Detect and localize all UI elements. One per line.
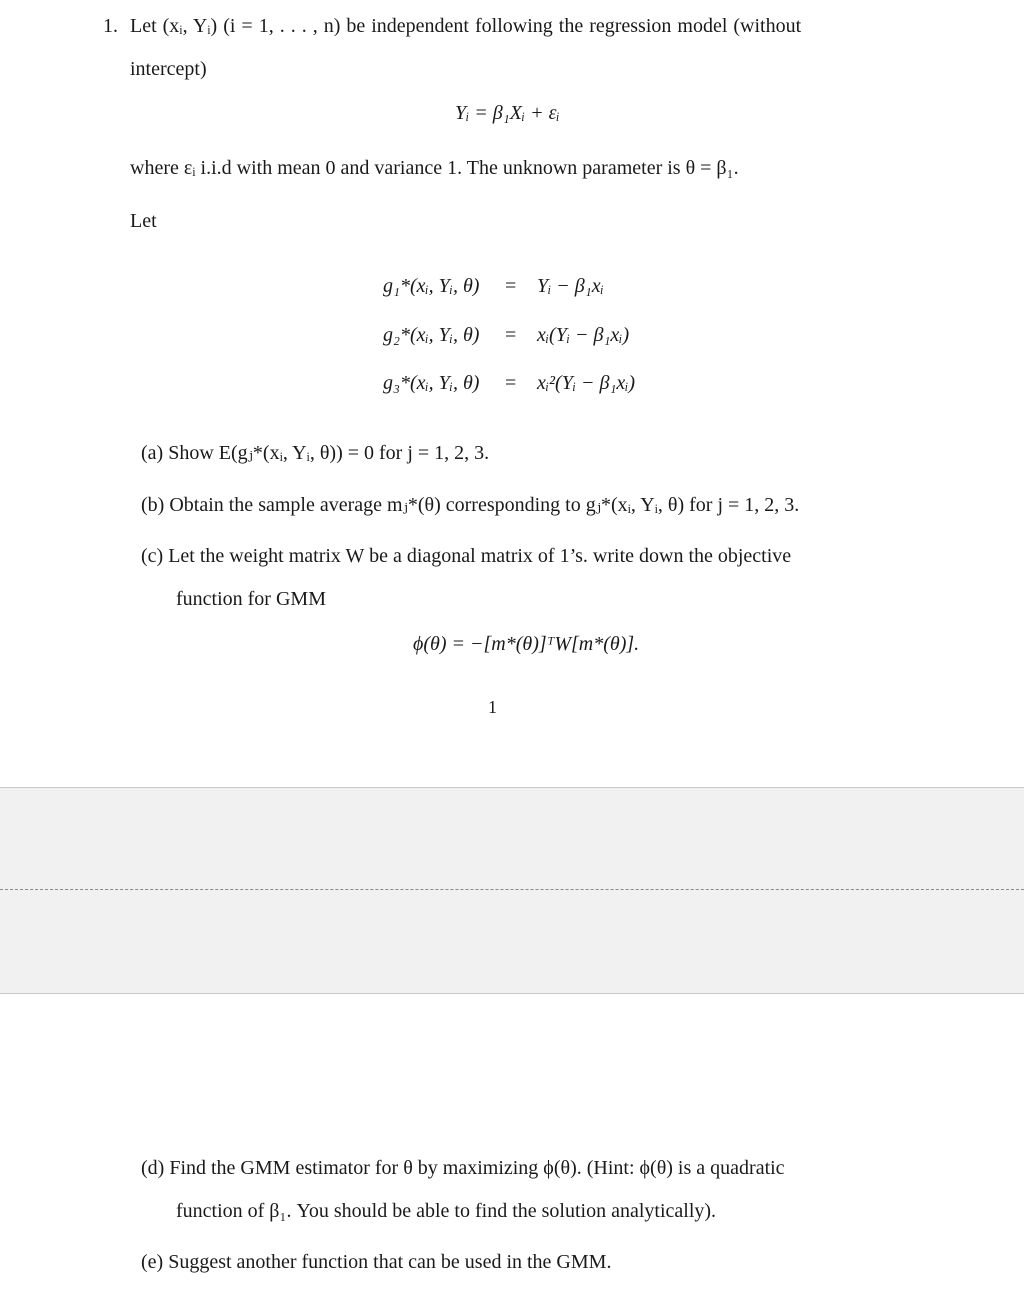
assumption-text: where εᵢ i.i.d with mean 0 and variance 1. The unknown parameter is θ = β₁. — [130, 157, 739, 179]
question-number: 1. — [103, 15, 118, 37]
moment-lhs-3: g₃*(xᵢ, Yᵢ, θ) — [383, 372, 480, 394]
moment-equals-3: = — [505, 372, 517, 394]
objective-function: ϕ(θ) = −[m*(θ)]ᵀW[m*(θ)]. — [413, 633, 640, 655]
let-label: Let — [130, 210, 157, 232]
moment-rhs-1: Yᵢ − β₁xᵢ — [537, 275, 604, 297]
question-intro-line-2: intercept) — [130, 58, 207, 80]
page-break-line — [0, 889, 1024, 890]
moment-equals-1: = — [505, 275, 517, 297]
part-b: (b) Obtain the sample average mⱼ*(θ) corresponding to gⱼ*(xᵢ, Yᵢ, θ) for j = 1, 2, 3. — [141, 494, 800, 516]
part-d-line-1: (d) Find the GMM estimator for θ by maximizing ϕ(θ). (Hint: ϕ(θ) is a quadratic — [141, 1157, 785, 1179]
page-gap — [0, 787, 1024, 994]
model-equation: Yᵢ = β₁Xᵢ + εᵢ — [455, 102, 560, 124]
moment-rhs-2: xᵢ(Yᵢ − β₁xᵢ) — [537, 324, 630, 346]
page-number: 1 — [488, 697, 497, 717]
moment-equals-2: = — [505, 324, 517, 346]
moment-lhs-2: g₂*(xᵢ, Yᵢ, θ) — [383, 324, 480, 346]
question-intro-line-1: Let (xᵢ, Yᵢ) (i = 1, . . . , n) be independent following the regression model (without — [130, 15, 802, 37]
moment-rhs-3: xᵢ²(Yᵢ − β₁xᵢ) — [537, 372, 636, 394]
part-d-line-2: function of β₁. You should be able to find the solution analytically). — [176, 1200, 717, 1222]
part-c-line-1: (c) Let the weight matrix W be a diagonal matrix of 1’s. write down the objective — [141, 545, 792, 567]
part-e: (e) Suggest another function that can be used in the GMM. — [141, 1251, 612, 1273]
part-c-line-2: function for GMM — [176, 588, 326, 610]
part-a: (a) Show E(gⱼ*(xᵢ, Yᵢ, θ)) = 0 for j = 1, 2, 3. — [141, 442, 490, 464]
moment-lhs-1: g₁*(xᵢ, Yᵢ, θ) — [383, 275, 480, 297]
